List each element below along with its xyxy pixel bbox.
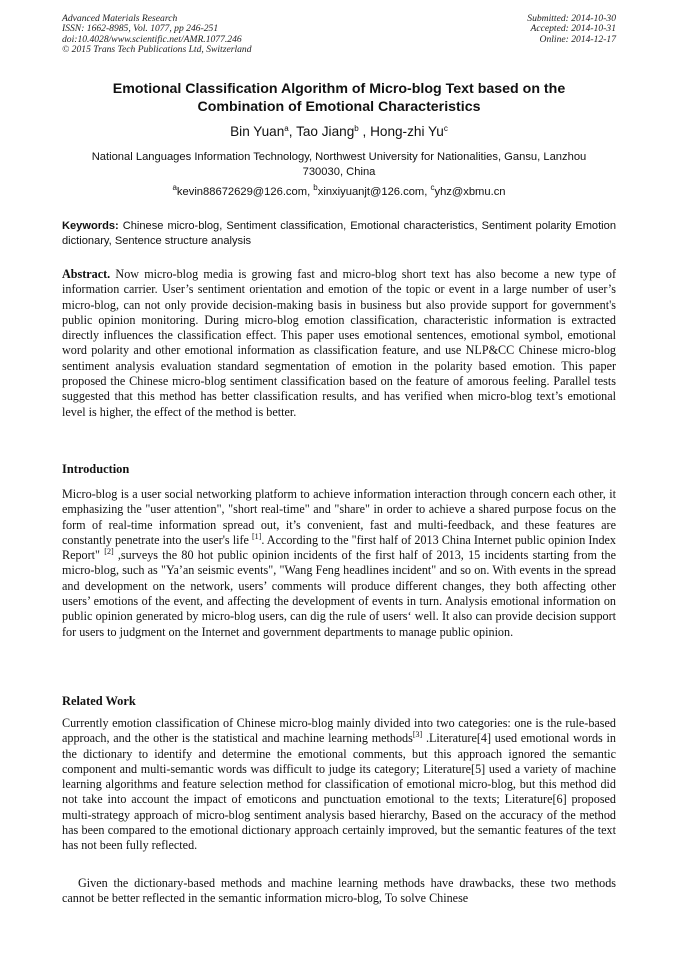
author-list: Bin Yuan$^a$, Tao Jiang$^b$ , Hong-zhi Yu$^c$ [230,124,448,139]
author-emails: $^a$kevin88672629@126.com, $^b$xinxiyuanjt@126.com, $^c$yhz@xbmu.cn [172,183,506,198]
keywords-text: Chinese micro-blog, Sentiment classification, Emotional characteristics, Sentiment polarity Emotion dictionary, Sentence structure analysis [62,220,616,247]
citation-ref[interactable]: [2] [104,547,114,557]
email-mark: b [313,183,318,192]
author-affil-mark: a [284,124,289,133]
author-affil-mark: b [354,124,359,133]
abstract-text: Now micro-blog media is growing fast and micro-blog short text has also become a new type of information carrier. User’s sentiment orientation and emotion of the topic or event in a large number of user’s micro-blog, can not only provide decision-making basis in business but also provide support for government's public opinion monitoring. During micro-blog emotion classification, characteristic information is extracted directly influences the classification effect. This paper uses emotional sentences, emotional symbol, emotional word polarity and other emotional information as classification feature, and use NLP&CC Chinese micro-blog sentiment analysis evaluation standard segmentation of emotion in the polarity based emotion. This paper proposed the Chinese micro-blog sentiment classification based on the feature of amorous feeling. Parallel tests suggested that this method has better classification results, and has verified when micro-blog text’s emotional level is higher, the effect of the method is better. [62,267,616,419]
author-affil-mark: c [443,124,448,133]
related-work-paragraph-2: Given the dictionary-based methods and machine learning methods have drawbacks, these two methods cannot be better reflected in the semantic information micro-blog, To solve Chinese [62,876,616,906]
abstract-label: Abstract. [62,267,111,281]
introduction-paragraph [62,487,616,640]
email-mark: a [172,183,177,192]
accepted-date: Accepted: 2014-10-31 [530,23,616,35]
email-address[interactable]: yhz@xbmu.cn [434,186,506,198]
author-name: Bin Yuan [230,124,285,139]
intro-text-2: . According to the "first half of 2013 China Internet public opinion Index Report" [62,532,617,563]
issn-line: ISSN: 1662-8985, Vol. 1077, pp 246-251 [62,23,219,35]
email-address[interactable]: kevin88672629@126.com [176,186,308,198]
email-mark: c [430,183,435,192]
affiliation: National Languages Information Technology, Northwest University for Nationalities, Gansu, Lanzhou 730030, China [91,151,587,178]
author-name: Tao Jiang [296,124,355,139]
journal-info [62,14,252,56]
keywords-label: Keywords: [62,220,119,232]
author-name: Hong-zhi Yu [370,124,444,139]
doi-line: doi:10.4028/www.scientific.net/AMR.1077.246 [62,33,242,45]
publication-dates [527,14,616,45]
related-text-2: .Literature[4] used emotional words in the dictionary to identify and determine the emotional comments, but this approach ignored the semantic component and multi-semantic words was difficult to judge its category; Literature[5] used a variety of machine learning algorithms and feature selection method for classification of emotional micro-blog, but this method did not take into account the impact of emoticons and punctuation emotional to the texts; Literature[6] proposed multi-strategy approach of micro-blog sentiment analysis based hierarchy, Based on the accuracy of the method has been compared to the emotional dictionary approach certainly improved, but the semantic features of the text has not been fully reflected. [62,731,616,853]
intro-text-3: ,surveys the 80 hot public opinion incidents of the first half of 2013, 15 incidents starting from the micro-blog, such as "Ya’an seismic events", "Wang Feng headlines incident" and so on. With events in the spread and development on the network, users’ comments will produce different changes, they both affecting other users’ emotions of the event, and affecting the development of events in turn. Analysis emotional information on public opinion generated by micro-blog users, can dig the rule of users‘ well. It also can provide decision support for users to judgment on the Internet and government departments to manage public opinion. [62,548,616,639]
citation-ref[interactable]: [1] [252,531,262,541]
journal-name: Advanced Materials Research [62,13,178,24]
related-work-heading: Related Work [62,694,136,708]
related-text-1: Currently emotion classification of Chinese micro-blog mainly divided into two categories: one is the rule-based approach, and the other is the statistical and machine learning methods [62,716,616,746]
title-line-1: Emotional Classification Algorithm of Micro-blog Text based on the [112,81,566,97]
submitted-date: Submitted: 2014-10-30 [527,13,616,24]
citation-ref[interactable]: [3] [412,730,423,740]
introduction-heading: Introduction [62,462,130,476]
email-address[interactable]: xinxiyuanjt@126.com [317,186,425,198]
title-line-2: Combination of Emotional Characteristics [197,99,481,115]
related-work-paragraph [62,716,616,854]
online-date: Online: 2014-12-17 [539,33,616,45]
copyright-line: © 2015 Trans Tech Publications Ltd, Switzerland [62,44,252,56]
intro-text-1: Micro-blog is a user social networking platform to achieve information interaction through concern each other, it emphasizing the "user attention", "short real-time" and "share" in order to achieve a shared purpose focus on the form of real-time information spread out, it’s convenient, fast and multi-feedback, and these features are constantly penetrate into the user's life [62,487,616,547]
paper-title [62,80,616,116]
abstract [62,267,616,420]
keywords [62,219,616,249]
